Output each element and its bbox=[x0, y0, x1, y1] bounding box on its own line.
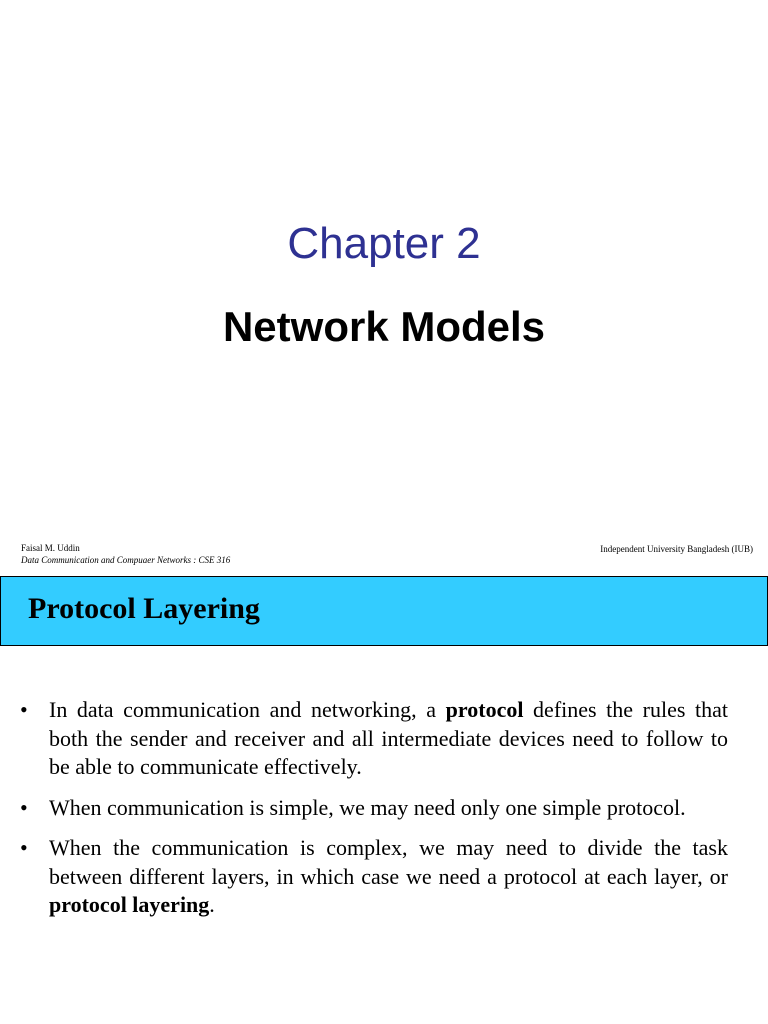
slide-title: Protocol Layering bbox=[28, 592, 260, 625]
chapter-title: Chapter 2 bbox=[287, 219, 481, 268]
bullet-item bbox=[0, 834, 768, 920]
bullet-bold-text: protocol bbox=[445, 697, 524, 722]
bullet-text: defines the rules that both the sender and receiver and all intermediate devices need to follow to be able to communicate effectively. bbox=[49, 697, 728, 779]
bullet-list bbox=[0, 696, 768, 932]
bullet-text: In data communication and networking, a bbox=[49, 697, 446, 722]
footer-institution: Independent University Bangladesh (IUB) bbox=[600, 544, 753, 554]
chapter-subtitle: Network Models bbox=[222, 303, 546, 350]
bullet-item bbox=[0, 794, 768, 823]
footer-course: Data Communication and Compuaer Networks : CSE 316 bbox=[21, 555, 231, 565]
bullet-bold-text: protocol layering bbox=[49, 892, 210, 917]
bullet-text: When communication is simple, we may need only one simple protocol. bbox=[49, 794, 686, 820]
slide-title-banner bbox=[0, 576, 768, 646]
bullet-text: When the communication is complex, we may need to divide the task between different layers, in which case we need a protocol at each layer, or bbox=[49, 835, 728, 889]
footer-author: Faisal M. Uddin bbox=[21, 543, 80, 553]
bullet-text: . bbox=[209, 892, 215, 917]
bullet-item bbox=[0, 696, 768, 782]
